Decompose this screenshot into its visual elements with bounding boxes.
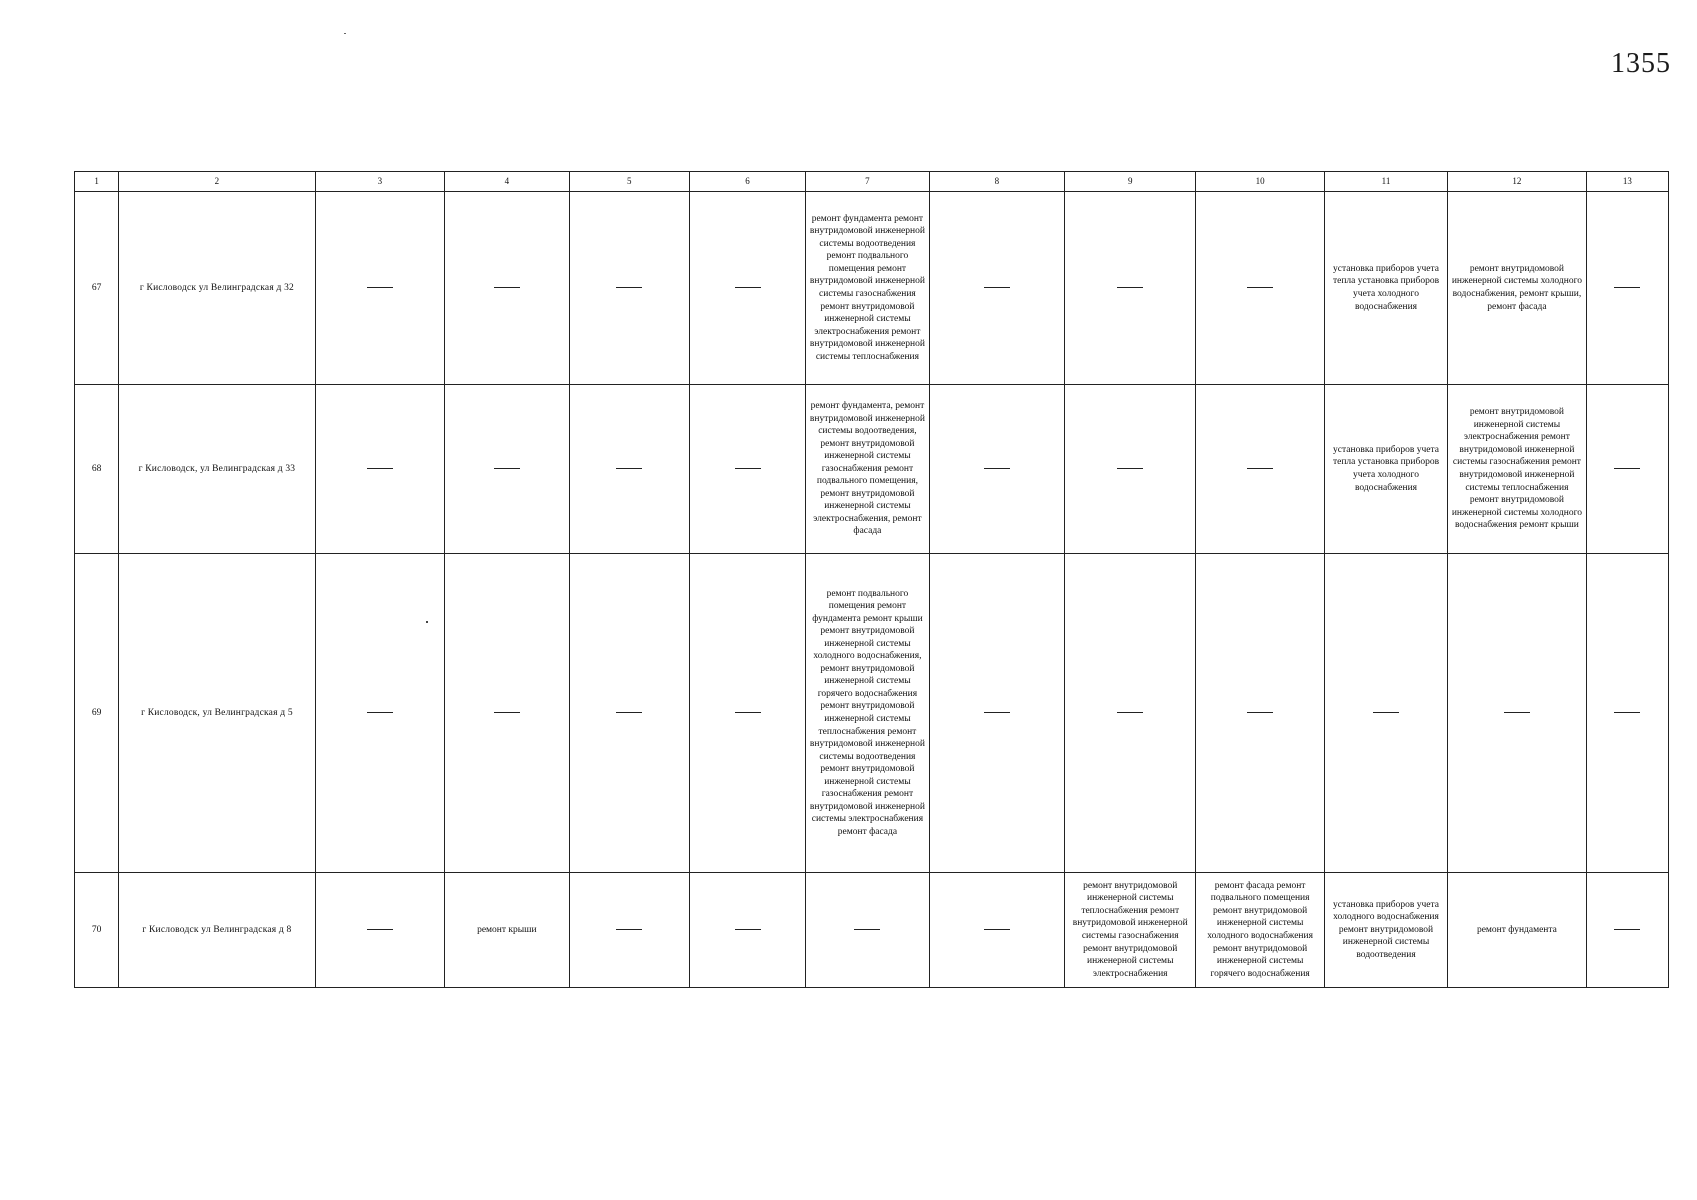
table-row xyxy=(75,385,1669,554)
table-cell xyxy=(315,192,444,385)
table-cell xyxy=(1448,385,1586,554)
column-number-row xyxy=(75,172,1669,192)
empty-dash xyxy=(984,287,1010,288)
table-row xyxy=(75,554,1669,873)
table-cell xyxy=(569,385,689,554)
column-number: 5 xyxy=(569,172,689,192)
scan-speck xyxy=(344,33,346,34)
work-description: установка приборов учета холодного водоснабжения ремонт внутридомовой инженерной системы водоотведения xyxy=(1333,899,1439,960)
table-cell xyxy=(445,873,569,988)
table-cell xyxy=(315,554,444,873)
building-address: г Кисловодск, ул Велинградская д 33 xyxy=(119,385,316,554)
empty-dash xyxy=(1247,287,1273,288)
table-row xyxy=(75,192,1669,385)
column-number: 11 xyxy=(1324,172,1447,192)
empty-dash xyxy=(494,712,520,713)
table-cell xyxy=(1324,192,1447,385)
column-number: 8 xyxy=(929,172,1064,192)
empty-dash xyxy=(735,929,761,930)
work-description: ремонт подвального помещения ремонт фундамента ремонт крыши ремонт внутридомовой инженерной системы холодного водоснабжения, ремонт внутридомовой инженерной системы горячего водоснабжения ремонт внутридомовой инженерной системы теплоснабжения ремонт внутридомовой инженерной системы водоотведения ремонт внутридомовой инженерной системы газоснабжения ремонт внутридомовой инженерной системы электроснабжения ремонт фасада xyxy=(809,588,925,837)
table-cell xyxy=(689,554,805,873)
empty-dash xyxy=(735,287,761,288)
column-number: 9 xyxy=(1065,172,1196,192)
empty-dash xyxy=(616,468,642,469)
table-cell xyxy=(806,385,929,554)
table-cell xyxy=(806,873,929,988)
work-description: ремонт фасада ремонт подвального помещения ремонт внутридомовой инженерной системы холодного водоснабжения ремонт внутридомовой инженерной системы горячего водоснабжения xyxy=(1207,880,1313,979)
table-cell xyxy=(1448,192,1586,385)
table-cell xyxy=(689,873,805,988)
empty-dash xyxy=(616,929,642,930)
empty-dash xyxy=(735,712,761,713)
work-description: ремонт внутридомовой инженерной системы теплоснабжения ремонт внутридомовой инженерной системы газоснабжения ремонт внутридомовой инженерной системы электроснабжения xyxy=(1072,880,1188,979)
table-cell xyxy=(1324,385,1447,554)
empty-dash xyxy=(735,468,761,469)
column-number: 6 xyxy=(689,172,805,192)
table-cell xyxy=(1196,873,1324,988)
table-cell xyxy=(1196,385,1324,554)
empty-dash xyxy=(1373,712,1399,713)
table-cell xyxy=(1065,192,1196,385)
row-number: 70 xyxy=(75,873,119,988)
work-description: ремонт фундамента xyxy=(1476,924,1557,935)
empty-dash xyxy=(367,468,393,469)
table-cell xyxy=(315,385,444,554)
empty-dash xyxy=(367,929,393,930)
table-cell xyxy=(1586,554,1668,873)
building-address: г Кисловодск, ул Велинградская д 5 xyxy=(119,554,316,873)
table-cell xyxy=(929,192,1064,385)
building-address: г Кисловодск ул Велинградская д 32 xyxy=(119,192,316,385)
row-number: 67 xyxy=(75,192,119,385)
table-cell xyxy=(689,192,805,385)
empty-dash xyxy=(1247,468,1273,469)
empty-dash xyxy=(984,929,1010,930)
work-description: ремонт внутридомовой инженерной системы холодного водоснабжения, ремонт крыши, ремонт фасада xyxy=(1451,263,1582,312)
table-cell xyxy=(445,385,569,554)
page-number: 1355 xyxy=(1611,48,1671,79)
empty-dash xyxy=(1247,712,1273,713)
column-number: 3 xyxy=(315,172,444,192)
repair-works-table xyxy=(74,171,1669,988)
table-row xyxy=(75,873,1669,988)
empty-dash xyxy=(494,468,520,469)
table-cell xyxy=(689,385,805,554)
empty-dash xyxy=(1614,468,1640,469)
empty-dash xyxy=(1614,287,1640,288)
empty-dash xyxy=(367,287,393,288)
work-description: ремонт фундамента ремонт внутридомовой инженерной системы водоотведения ремонт подвального помещения ремонт внутридомовой инженерной системы газоснабжения ремонт внутридомовой инженерной системы электроснабжения ремонт внутридомовой инженерной системы теплоснабжения xyxy=(809,213,925,362)
work-description: установка приборов учета тепла установка приборов учета холодного водоснабжения xyxy=(1332,444,1440,493)
column-number: 1 xyxy=(75,172,119,192)
table-cell xyxy=(1065,554,1196,873)
work-description: установка приборов учета тепла установка приборов учета холодного водоснабжения xyxy=(1332,263,1440,312)
table-cell xyxy=(1065,385,1196,554)
table-cell xyxy=(1196,554,1324,873)
empty-dash xyxy=(854,929,880,930)
table-cell xyxy=(929,385,1064,554)
table-cell xyxy=(445,192,569,385)
table-cell xyxy=(569,192,689,385)
empty-dash xyxy=(616,287,642,288)
row-number: 69 xyxy=(75,554,119,873)
table-cell xyxy=(1324,554,1447,873)
empty-dash xyxy=(616,712,642,713)
row-number: 68 xyxy=(75,385,119,554)
table-cell xyxy=(806,192,929,385)
column-number: 2 xyxy=(119,172,316,192)
table-cell xyxy=(1586,192,1668,385)
table-cell xyxy=(1065,873,1196,988)
table-cell xyxy=(315,873,444,988)
table-cell xyxy=(1448,554,1586,873)
empty-dash xyxy=(1504,712,1530,713)
table-cell xyxy=(1448,873,1586,988)
empty-dash xyxy=(984,468,1010,469)
empty-dash xyxy=(1614,712,1640,713)
work-description: ремонт крыши xyxy=(477,924,537,935)
empty-dash xyxy=(1614,929,1640,930)
table-cell xyxy=(1586,385,1668,554)
table-cell xyxy=(445,554,569,873)
column-number: 12 xyxy=(1448,172,1586,192)
empty-dash xyxy=(494,287,520,288)
empty-dash xyxy=(1117,712,1143,713)
empty-dash xyxy=(367,712,393,713)
table-cell xyxy=(569,873,689,988)
column-number: 4 xyxy=(445,172,569,192)
table-cell xyxy=(569,554,689,873)
work-description: ремонт фундамента, ремонт внутридомовой инженерной системы водоотведения, ремонт внутридомовой инженерной системы газоснабжения ремонт подвального помещения, ремонт внутридомовой инженерной системы электроснабжения, ремонт фасада xyxy=(809,401,925,537)
table-cell xyxy=(1196,192,1324,385)
table-cell xyxy=(1586,873,1668,988)
column-number: 7 xyxy=(806,172,929,192)
table-cell xyxy=(929,873,1064,988)
empty-dash xyxy=(984,712,1010,713)
empty-dash xyxy=(1117,468,1143,469)
column-number: 13 xyxy=(1586,172,1668,192)
work-description: ремонт внутридомовой инженерной системы электроснабжения ремонт внутридомовой инженерной системы газоснабжения ремонт внутридомовой инженерной системы теплоснабжения ремонт внутридомовой инженерной системы холодного водоснабжения ремонт крыши xyxy=(1451,407,1582,531)
table-cell xyxy=(806,554,929,873)
column-number: 10 xyxy=(1196,172,1324,192)
table-cell xyxy=(1324,873,1447,988)
table-cell xyxy=(929,554,1064,873)
empty-dash xyxy=(1117,287,1143,288)
building-address: г Кисловодск ул Велинградская д 8 xyxy=(119,873,316,988)
